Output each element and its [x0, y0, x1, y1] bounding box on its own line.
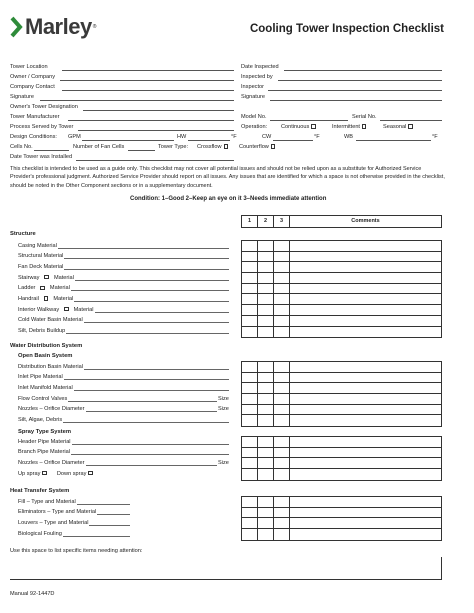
comment-cell[interactable]: [290, 529, 441, 540]
section-open-basin: Open Basin System: [18, 353, 73, 359]
checklist-item: [18, 384, 73, 392]
item-checkbox[interactable]: [40, 286, 45, 291]
chevron-logo-icon: [10, 16, 23, 38]
date-inspected-field[interactable]: [284, 64, 442, 71]
condition-3-cell[interactable]: [274, 316, 290, 326]
checklist-item: [18, 373, 63, 381]
condition-3-cell[interactable]: [274, 405, 290, 415]
condition-3-cell[interactable]: [274, 373, 290, 383]
item-fill-line[interactable]: [71, 285, 229, 291]
process-served-label: Process Served by Tower: [10, 124, 74, 130]
condition-1-cell[interactable]: [242, 518, 258, 528]
condition-2-cell[interactable]: [258, 405, 274, 415]
condition-2-cell[interactable]: [258, 529, 274, 540]
checklist-item: [18, 242, 57, 250]
condition-2-cell[interactable]: [258, 284, 274, 294]
condition-2-cell[interactable]: [258, 316, 274, 326]
condition-1-cell[interactable]: [242, 241, 258, 251]
gpm-label: GPM: [68, 134, 81, 140]
tower-location-field[interactable]: [62, 64, 234, 71]
item-fill-line[interactable]: [89, 520, 130, 526]
condition-1-cell[interactable]: [242, 373, 258, 383]
signature-right-field[interactable]: [270, 94, 442, 101]
footer-manual-number: Manual 92-1447D: [10, 591, 55, 597]
grid-row: [242, 469, 441, 480]
comment-cell[interactable]: [290, 508, 441, 518]
wb-field[interactable]: [356, 134, 431, 141]
condition-1-cell[interactable]: [242, 252, 258, 262]
grid-row: [242, 448, 441, 459]
hw-field[interactable]: [188, 134, 230, 141]
condition-2-cell[interactable]: [258, 497, 274, 507]
checklist-item: [18, 252, 63, 260]
item-label: Eliminators – Type and Material: [18, 509, 97, 516]
condition-3-cell[interactable]: [274, 518, 290, 528]
condition-1-cell[interactable]: [242, 362, 258, 372]
checklist-item: [18, 508, 96, 516]
spray-direction-options: [18, 470, 93, 478]
condition-3-cell[interactable]: [274, 529, 290, 540]
condition-2-cell[interactable]: [258, 437, 274, 447]
item-label: Ladder: [18, 285, 36, 292]
model-no-label: Model No.: [241, 114, 267, 120]
condition-1-cell[interactable]: [242, 448, 258, 458]
cells-no-field[interactable]: [34, 144, 69, 151]
company-contact-label: Company Contact: [10, 84, 55, 90]
intermittent-label: Intermittent: [332, 124, 360, 130]
grid-row: [242, 327, 441, 338]
size-label: Size: [218, 459, 229, 466]
spray-grid: [241, 436, 442, 481]
condition-3-cell[interactable]: [274, 437, 290, 447]
comment-cell[interactable]: [290, 305, 441, 315]
material-label: Material: [49, 285, 70, 292]
condition-2-cell[interactable]: [258, 469, 274, 480]
comment-cell[interactable]: [290, 241, 441, 251]
condition-3-cell[interactable]: [274, 327, 290, 338]
condition-1-cell[interactable]: [242, 394, 258, 404]
comment-cell[interactable]: [290, 497, 441, 507]
checklist-item: [18, 438, 71, 446]
grid-row: [242, 362, 441, 373]
continuous-option[interactable]: [281, 122, 316, 132]
inspected-by-label: Inspected by: [241, 74, 273, 80]
condition-2-cell[interactable]: [258, 262, 274, 272]
checklist-item: [18, 459, 85, 467]
item-label: Fill – Type and Material: [18, 498, 76, 505]
size-label: Size: [218, 395, 229, 402]
owners-designation-field[interactable]: [83, 104, 234, 111]
grid-row: [242, 252, 441, 263]
condition-2-cell[interactable]: [258, 448, 274, 458]
checklist-item: [18, 274, 74, 282]
comment-cell[interactable]: [290, 294, 441, 304]
grid-col-3: 3: [274, 216, 290, 227]
grid-row: [242, 316, 441, 327]
condition-2-cell[interactable]: [258, 518, 274, 528]
item-checkbox[interactable]: [64, 307, 69, 312]
comment-cell[interactable]: [290, 405, 441, 415]
condition-2-cell[interactable]: [258, 241, 274, 251]
item-label: Distribution Basin Material: [18, 363, 83, 370]
checklist-item: [18, 530, 62, 538]
grid-row: [242, 437, 441, 448]
item-fill-line[interactable]: [74, 296, 229, 302]
item-label: Branch Pipe Material: [18, 449, 70, 456]
cells-no-label: Cells No.: [10, 144, 33, 150]
item-label: Louvers – Type and Material: [18, 519, 89, 526]
condition-2-cell[interactable]: [258, 273, 274, 283]
condition-3-cell[interactable]: [274, 383, 290, 393]
crossflow-checkbox[interactable]: [224, 144, 229, 149]
condition-1-cell[interactable]: [242, 405, 258, 415]
cw-label: CW: [262, 134, 272, 140]
company-contact-field[interactable]: [62, 84, 234, 91]
seasonal-option[interactable]: [383, 122, 413, 132]
condition-3-cell[interactable]: [274, 294, 290, 304]
comment-cell[interactable]: [290, 362, 441, 372]
serial-no-field[interactable]: [380, 114, 442, 121]
process-served-field[interactable]: [78, 124, 234, 131]
grid-row: [242, 508, 441, 519]
condition-2-cell[interactable]: [258, 394, 274, 404]
up-spray-checkbox[interactable]: [42, 471, 47, 476]
item-checkbox[interactable]: [44, 296, 49, 301]
down-spray-checkbox[interactable]: [88, 471, 93, 476]
grid-row: [242, 262, 441, 273]
hw-unit: °F: [231, 134, 237, 140]
open-basin-grid: [241, 361, 442, 427]
comment-cell[interactable]: [290, 415, 441, 426]
checklist-item: [18, 327, 65, 335]
item-label: Inlet Manifold Material: [18, 384, 73, 391]
condition-1-cell[interactable]: [242, 437, 258, 447]
gpm-field[interactable]: [82, 134, 174, 141]
item-checkbox[interactable]: [44, 275, 49, 280]
item-fill-line[interactable]: [63, 417, 229, 423]
checklist-item: [18, 284, 70, 292]
item-fill-line[interactable]: [97, 509, 130, 515]
section-structure: Structure: [10, 231, 36, 237]
grid-col-2: 2: [258, 216, 274, 227]
item-fill-line[interactable]: [72, 439, 229, 445]
continuous-label: Continuous: [281, 124, 310, 130]
continuous-checkbox[interactable]: [311, 124, 316, 129]
down-spray-label: Down spray: [56, 470, 87, 477]
wb-label: WB: [344, 134, 354, 140]
seasonal-checkbox[interactable]: [408, 124, 413, 129]
notes-label: Use this space to list specific items needing attention:: [10, 548, 143, 554]
grid-row: [242, 273, 441, 284]
condition-1-cell[interactable]: [242, 415, 258, 426]
condition-2-cell[interactable]: [258, 383, 274, 393]
material-label: Material: [73, 306, 94, 313]
owners-designation-label: Owner's Tower Designation: [10, 104, 78, 110]
checklist-item: [18, 316, 83, 324]
page-title: Cooling Tower Inspection Checklist: [249, 23, 444, 35]
condition-3-cell[interactable]: [274, 394, 290, 404]
condition-2-cell[interactable]: [258, 294, 274, 304]
condition-1-cell[interactable]: [242, 458, 258, 468]
condition-1-cell[interactable]: [242, 294, 258, 304]
size-label: Size: [218, 406, 229, 413]
condition-3-cell[interactable]: [274, 252, 290, 262]
item-label: Casing Material: [18, 242, 57, 249]
item-label: Silt, Debris Buildup: [18, 328, 66, 335]
date-installed-field[interactable]: [76, 154, 234, 161]
grid-row: [242, 405, 441, 416]
serial-no-label: Serial No.: [352, 114, 377, 120]
notes-area[interactable]: [10, 557, 442, 580]
item-label: Nozzles – Orifice Diameter: [18, 459, 85, 466]
checklist-item: [18, 395, 67, 403]
checklist-item: [18, 519, 88, 527]
item-fill-line[interactable]: [77, 499, 130, 505]
item-label: Interior Walkway: [18, 306, 60, 313]
condition-legend: Condition: 1–Good 2–Keep an eye on it 3–Needs immediate attention: [130, 196, 327, 202]
signature-left-field[interactable]: [40, 94, 234, 101]
inspector-field[interactable]: [268, 84, 442, 91]
heat-transfer-grid: [241, 496, 442, 541]
tower-manufacturer-label: Tower Manufacturer: [10, 114, 60, 120]
grid-row: [242, 415, 441, 426]
condition-2-cell[interactable]: [258, 508, 274, 518]
condition-3-cell[interactable]: [274, 305, 290, 315]
item-fill-line[interactable]: [71, 449, 229, 455]
condition-1-cell[interactable]: [242, 262, 258, 272]
checklist-item: [18, 263, 63, 271]
crossflow-option[interactable]: [197, 142, 228, 152]
condition-1-cell[interactable]: [242, 497, 258, 507]
condition-3-cell[interactable]: [274, 497, 290, 507]
condition-1-cell[interactable]: [242, 284, 258, 294]
condition-3-cell[interactable]: [274, 415, 290, 426]
date-inspected-label: Date Inspected: [241, 64, 279, 70]
grid-row: [242, 383, 441, 394]
item-fill-line[interactable]: [64, 253, 229, 259]
grid-row: [242, 458, 441, 469]
grid-row: [242, 284, 441, 295]
grid-row: [242, 394, 441, 405]
material-label: Material: [53, 296, 74, 302]
comment-cell[interactable]: [290, 373, 441, 383]
grid-row: [242, 373, 441, 384]
item-label: Fan Deck Material: [18, 263, 64, 270]
item-fill-line[interactable]: [84, 364, 229, 370]
condition-3-cell[interactable]: [274, 362, 290, 372]
condition-1-cell[interactable]: [242, 383, 258, 393]
inspected-by-field[interactable]: [278, 74, 442, 81]
condition-3-cell[interactable]: [274, 448, 290, 458]
inspector-label: Inspector: [241, 84, 265, 90]
grid-row: [242, 497, 441, 508]
item-fill-line[interactable]: [68, 396, 217, 402]
condition-1-cell[interactable]: [242, 469, 258, 480]
wb-unit: °F: [432, 134, 438, 140]
item-fill-line[interactable]: [74, 385, 229, 391]
grid-row: [242, 305, 441, 316]
comment-cell[interactable]: [290, 262, 441, 272]
comment-cell[interactable]: [290, 284, 441, 294]
disclaimer-text: This checklist is intended to be used as a guide only. This checklist may not cover all potential issues and should not be relied upon as a substitute for Authorized Service Provider's professional judgment. Authorized Service Provider should report on all issues. Any issues that are identified for which a space is not otherwise provided in the checklist, should be noted in the Other Component sections or in a supplementary document.: [10, 166, 445, 189]
item-label: Silt, Algae, Debris: [18, 417, 63, 423]
fan-cells-label: Number of Fan Cells: [73, 144, 125, 150]
condition-2-cell[interactable]: [258, 362, 274, 372]
cw-unit: °F: [314, 134, 320, 140]
item-label: Stairway: [18, 274, 40, 281]
counterflow-checkbox[interactable]: [271, 144, 276, 149]
tower-location-label: Tower Location: [10, 64, 48, 70]
comment-cell[interactable]: [290, 448, 441, 458]
crossflow-label: Crossflow: [197, 144, 222, 150]
condition-2-cell[interactable]: [258, 327, 274, 338]
signature-left-label: Signature: [10, 94, 34, 100]
item-fill-line[interactable]: [64, 264, 229, 270]
checklist-item: [18, 295, 73, 303]
registered-mark: ®: [92, 24, 97, 30]
seasonal-label: Seasonal: [383, 124, 407, 130]
item-label: Flow Control Valves: [18, 395, 68, 402]
comment-cell[interactable]: [290, 327, 441, 338]
item-label: Inlet Pipe Material: [18, 374, 63, 381]
comment-cell[interactable]: [290, 394, 441, 404]
tower-manufacturer-field[interactable]: [68, 114, 234, 121]
item-fill-line[interactable]: [86, 406, 217, 412]
comment-cell[interactable]: [290, 273, 441, 283]
operation-label: Operation:: [241, 124, 268, 130]
section-heat-transfer: Heat Transfer System: [10, 488, 70, 494]
condition-2-cell[interactable]: [258, 252, 274, 262]
condition-2-cell[interactable]: [258, 305, 274, 315]
grid-header: [241, 215, 442, 228]
item-fill-line[interactable]: [64, 374, 229, 380]
item-label: Biological Fouling: [18, 530, 62, 537]
item-fill-line[interactable]: [75, 275, 229, 281]
comment-cell[interactable]: [290, 518, 441, 528]
condition-3-cell[interactable]: [274, 284, 290, 294]
item-fill-line[interactable]: [84, 317, 229, 323]
material-label: Material: [53, 274, 74, 281]
grid-row: [242, 529, 441, 540]
marley-logo: [10, 14, 96, 40]
item-label: Structural Material: [18, 253, 64, 260]
hw-label: HW: [177, 134, 187, 140]
checklist-item: [18, 448, 70, 456]
condition-1-cell[interactable]: [242, 508, 258, 518]
structure-grid: [241, 240, 442, 338]
item-fill-line[interactable]: [63, 531, 130, 537]
checklist-item: [18, 306, 94, 314]
intermittent-checkbox[interactable]: [362, 124, 367, 129]
comment-cell[interactable]: [290, 316, 441, 326]
grid-col-1: 1: [242, 216, 258, 227]
checklist-item: [18, 363, 83, 371]
condition-3-cell[interactable]: [274, 458, 290, 468]
condition-2-cell[interactable]: [258, 458, 274, 468]
item-label: Nozzles – Orifice Diameter: [18, 406, 85, 413]
checklist-item: [18, 416, 62, 424]
condition-3-cell[interactable]: [274, 273, 290, 283]
condition-1-cell[interactable]: [242, 529, 258, 540]
condition-1-cell[interactable]: [242, 316, 258, 326]
model-no-field[interactable]: [270, 114, 348, 121]
condition-3-cell[interactable]: [274, 241, 290, 251]
comment-cell[interactable]: [290, 252, 441, 262]
item-label: Cold Water Basin Material: [18, 317, 83, 324]
item-label: Header Pipe Material: [18, 438, 71, 445]
condition-3-cell[interactable]: [274, 469, 290, 480]
condition-1-cell[interactable]: [242, 327, 258, 338]
checklist-item: [18, 405, 85, 413]
intermittent-option[interactable]: [332, 122, 366, 132]
tower-type-label: Tower Type:: [158, 144, 189, 150]
fan-cells-field[interactable]: [128, 144, 155, 151]
condition-3-cell[interactable]: [274, 262, 290, 272]
condition-2-cell[interactable]: [258, 415, 274, 426]
grid-row: [242, 294, 441, 305]
section-spray-type: Spray Type System: [18, 429, 72, 435]
cw-field[interactable]: [273, 134, 313, 141]
condition-1-cell[interactable]: [242, 305, 258, 315]
condition-3-cell[interactable]: [274, 508, 290, 518]
comment-cell[interactable]: [290, 458, 441, 468]
condition-2-cell[interactable]: [258, 373, 274, 383]
item-fill-line[interactable]: [95, 307, 229, 313]
item-fill-line[interactable]: [66, 328, 229, 334]
section-water-distribution: Water Distribution System: [10, 343, 83, 349]
comment-cell[interactable]: [290, 383, 441, 393]
condition-1-cell[interactable]: [242, 273, 258, 283]
comment-cell[interactable]: [290, 469, 441, 480]
item-fill-line[interactable]: [58, 243, 229, 249]
up-spray-label: Up spray: [18, 470, 41, 477]
checklist-item: [18, 498, 76, 506]
signature-right-label: Signature: [241, 94, 265, 100]
design-conditions-label: Design Conditions:: [10, 134, 57, 140]
grid-col-comments: Comments: [351, 218, 380, 224]
date-installed-label: Date Tower was Installed: [10, 154, 73, 160]
owner-company-label: Owner / Company: [10, 74, 56, 80]
item-label: Handrail: [18, 296, 39, 302]
owner-company-field[interactable]: [60, 74, 234, 81]
counterflow-label: Counterflow: [239, 144, 269, 150]
comment-cell[interactable]: [290, 437, 441, 447]
grid-row: [242, 241, 441, 252]
counterflow-option[interactable]: [239, 142, 275, 152]
item-fill-line[interactable]: [86, 460, 217, 466]
brand-name: Marley: [25, 14, 92, 39]
grid-row: [242, 518, 441, 529]
